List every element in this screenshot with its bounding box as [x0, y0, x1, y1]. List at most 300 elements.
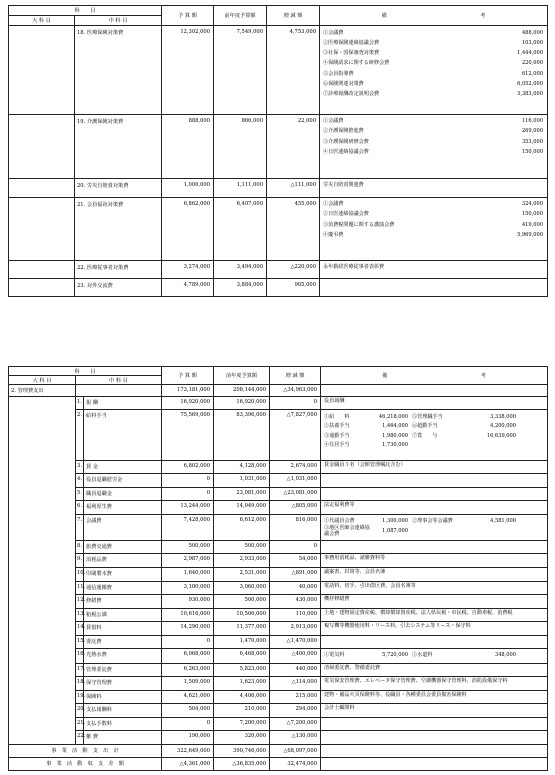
- notes-cell: [321, 595, 548, 609]
- chukamoku-header-2: 中 科 目: [76, 376, 162, 385]
- notes-cell: [320, 26, 548, 115]
- daikamoku-cell: [9, 197, 75, 260]
- note-text: 永年勤続医療従事者表彰費: [323, 264, 385, 271]
- note-value: 324,000: [521, 201, 544, 208]
- chukamoku-cell: 支払報酬料: [84, 704, 162, 718]
- zogen-cell: 54,000: [270, 554, 321, 568]
- empty-cell: [76, 385, 162, 397]
- total-label: 事 業 活 動 収 支 差 額: [9, 757, 162, 770]
- zennendo-cell: 83,396,000: [214, 410, 270, 461]
- zogen-cell: △400,000: [270, 649, 321, 664]
- note-text: ⑥保険関連対策費: [323, 81, 364, 88]
- notes-cell: [321, 385, 548, 397]
- notes-cell: [321, 487, 548, 501]
- note-part: 1,087,000: [382, 528, 409, 535]
- notes-cell: [321, 396, 548, 410]
- zogen-cell: 2,674,000: [270, 460, 321, 474]
- zogen-cell: 32,474,000: [270, 757, 321, 770]
- table-row: [9, 635, 548, 649]
- item-no: 17.: [76, 663, 84, 677]
- note-text: 建物・備品火災保険料等、役職員・各種委員会委員傷害保険料: [324, 691, 467, 698]
- zennendo-cell: 2,531,000: [214, 567, 270, 581]
- zogen-header: 増 減 額: [267, 6, 320, 26]
- zennendo-cell: △36,835,000: [214, 757, 270, 770]
- daikamoku-header: 大 科 目: [9, 16, 75, 26]
- yosan-cell: 6,862,000: [162, 197, 214, 260]
- note-line: [323, 230, 543, 240]
- chukamoku-header: 中 科 目: [75, 16, 162, 26]
- note-part: 1,464,000: [382, 423, 409, 430]
- chukamoku-cell: 23. 対外交流費: [75, 279, 162, 297]
- zennendo-cell: 1,111,000: [214, 178, 267, 197]
- daikamoku-cell: [9, 178, 75, 197]
- note-value: 103,000: [521, 39, 544, 46]
- chukamoku-cell: 支払手数料: [84, 717, 162, 731]
- item-no: 2.: [76, 410, 84, 461]
- item-no: 5.: [76, 487, 84, 501]
- zennendo-cell: 10,506,000: [214, 608, 270, 622]
- chukamoku-cell: 通信運搬費: [84, 581, 162, 595]
- item-no: 16.: [76, 649, 84, 664]
- table-row: [9, 567, 548, 581]
- notes-cell: [321, 622, 548, 636]
- note-line: [323, 200, 543, 210]
- zennendo-cell: 390,746,000: [214, 744, 270, 757]
- note-part: 3,338,000: [490, 413, 517, 420]
- table-row: [9, 554, 548, 568]
- note-value: 116,000: [521, 118, 544, 125]
- table-row: [9, 197, 548, 260]
- zennendo-cell: 4,406,000: [214, 690, 270, 704]
- zennendo-cell: 3,494,000: [214, 260, 267, 279]
- table-row: [9, 279, 548, 297]
- table-row: [9, 608, 548, 622]
- chukamoku-cell: 22. 医療従事者対策費: [75, 260, 162, 279]
- zogen-cell: 905,000: [267, 279, 320, 297]
- note-part: 1,730,000: [382, 442, 409, 449]
- item-no: 9.: [76, 554, 84, 568]
- item-no: 7.: [76, 514, 84, 540]
- note-text: ③社保・国保審査対策費: [323, 50, 380, 57]
- note-text: 電気保安管理費、エレベータ保守管理費、空調機器保守管理料、消防設備保守料: [324, 678, 508, 685]
- note-text: 事務用消耗品、諸雑資料等: [324, 555, 386, 562]
- note-text: 清掃委託費、警備委託費: [324, 664, 381, 671]
- notes-cell: [321, 460, 548, 474]
- yosan-cell: 173,181,000: [162, 385, 214, 397]
- yosan-cell: 930,000: [162, 595, 214, 609]
- zennendo-header-2: 前年度予算額: [214, 367, 270, 385]
- item-no: 4.: [76, 474, 84, 488]
- note-part: ④住居手当: [324, 442, 350, 449]
- table-row: [9, 487, 548, 501]
- yosan-cell: △4,361,000: [162, 757, 214, 770]
- note-line: [323, 220, 543, 230]
- note-line: [323, 137, 543, 147]
- chukamoku-cell: 修繕費: [84, 595, 162, 609]
- table-row: [9, 690, 548, 704]
- total-row: [9, 744, 548, 757]
- note-part: 1,300,000: [382, 518, 409, 525]
- notes-cell: [321, 690, 548, 704]
- zogen-cell: △1,470,000: [270, 635, 321, 649]
- note-value: 488,000: [521, 29, 544, 36]
- notes-cell: [321, 567, 548, 581]
- zogen-cell: 22,000: [267, 114, 320, 178]
- table-row: [9, 704, 548, 718]
- yosan-header-2: 予 算 額: [162, 367, 214, 385]
- zogen-cell: 215,000: [270, 690, 321, 704]
- table-row: [9, 460, 548, 474]
- notes-cell: [321, 649, 548, 664]
- zennendo-cell: 3,060,000: [214, 581, 270, 595]
- daikamoku-header-2: 大 科 目: [9, 376, 76, 385]
- zennendo-cell: 16,920,000: [214, 396, 270, 410]
- item-no: 10.: [76, 567, 84, 581]
- zogen-cell: △114,000: [270, 677, 321, 691]
- zogen-cell: △1,031,000: [270, 474, 321, 488]
- note-line: [323, 28, 543, 38]
- note-value: 150,000: [521, 148, 544, 155]
- note-part: 16,639,000: [486, 432, 517, 439]
- note-part: 1,980,000: [382, 432, 409, 439]
- notes-cell: [320, 279, 548, 297]
- table-row: [9, 501, 548, 515]
- chukamoku-cell: 報 酬: [84, 396, 162, 410]
- zennendo-cell: 2,933,000: [214, 554, 270, 568]
- note-part: 4,581,000: [490, 518, 517, 525]
- yosan-cell: 3,274,000: [162, 260, 214, 279]
- daikamoku-cell: [9, 279, 75, 297]
- biko-header: [320, 6, 548, 26]
- note-line: [323, 147, 543, 157]
- note-line: [323, 127, 543, 137]
- chukamoku-cell: 印刷製本費: [84, 567, 162, 581]
- note-line: [323, 49, 543, 59]
- zogen-cell: △23,081,000: [270, 487, 321, 501]
- chukamoku-cell: 賃 金: [84, 460, 162, 474]
- zogen-cell: 430,000: [270, 595, 321, 609]
- chukamoku-cell: 20. 労災自賠責対策費: [75, 178, 162, 197]
- note-line: [323, 181, 543, 191]
- table-row: [9, 260, 548, 279]
- yosan-cell: 6,263,000: [162, 663, 214, 677]
- zogen-cell: △7,827,000: [270, 410, 321, 461]
- note-text: ④慶弔費: [323, 232, 344, 239]
- notes-cell: [321, 501, 548, 515]
- zogen-cell: 455,000: [267, 197, 320, 260]
- zennendo-cell: 6,612,000: [214, 514, 270, 540]
- note-value: 3,383,000: [517, 91, 544, 98]
- daikamoku-cell: [9, 396, 76, 744]
- chukamoku-cell: 保守管理費: [84, 677, 162, 691]
- notes-cell: [321, 608, 548, 622]
- note-part: ②扶養手当: [324, 423, 350, 430]
- note-text: ①会議費: [323, 201, 344, 208]
- zennendo-cell: 1,031,000: [214, 474, 270, 488]
- biko-header-2: [321, 367, 548, 385]
- note-text: ⑤会員指導費: [323, 70, 354, 77]
- table-row: [9, 26, 548, 115]
- note-part: 4,200,000: [490, 423, 517, 430]
- yosan-cell: 10,616,000: [162, 608, 214, 622]
- item-no: 1.: [76, 396, 84, 410]
- section-name: 2. 管理費支出: [9, 385, 76, 397]
- notes-cell: [320, 260, 548, 279]
- chukamoku-cell: 職員退職金: [84, 487, 162, 501]
- note-text: ①会議費: [323, 118, 344, 125]
- chukamoku-cell: 光熱水費: [84, 649, 162, 664]
- yosan-cell: 7,428,000: [162, 514, 214, 540]
- note-value: 419,000: [521, 221, 544, 228]
- item-no: 19.: [76, 690, 84, 704]
- daikamoku-cell: [9, 114, 75, 178]
- zennendo-cell: 6,407,000: [214, 197, 267, 260]
- notes-cell: [321, 410, 548, 461]
- yosan-cell: 16,920,000: [162, 396, 214, 410]
- budget-table-management: [8, 366, 548, 771]
- notes-cell: [321, 540, 548, 554]
- yosan-cell: 500,000: [162, 540, 214, 554]
- item-no: 6.: [76, 501, 84, 515]
- note-part: ①代議員会費: [324, 518, 355, 525]
- chukamoku-cell: 19. 介護保険対策費: [75, 114, 162, 178]
- yosan-cell: 190,000: [162, 731, 214, 745]
- table-row: [9, 677, 548, 691]
- item-no: 13.: [76, 608, 84, 622]
- yosan-cell: 12,302,000: [162, 26, 214, 115]
- zogen-cell: 4,753,000: [267, 26, 320, 115]
- note-text: 賃金職員３名（会館管理嘱託含む）: [324, 461, 406, 468]
- biko-header-2-1: 備: [382, 373, 388, 379]
- chukamoku-cell: 21. 会員福祉対策費: [75, 197, 162, 260]
- note-text: ①会議費: [323, 29, 344, 36]
- table-row: [9, 514, 548, 540]
- biko-header-2: 考: [480, 13, 486, 19]
- note-value: 5,969,000: [517, 232, 544, 239]
- note-part: ②理事会等会議費: [412, 518, 453, 525]
- note-line: [324, 422, 544, 432]
- zennendo-cell: 320,000: [214, 731, 270, 745]
- zennendo-cell: 23,081,000: [214, 487, 270, 501]
- chukamoku-cell: 役員退職慰労金: [84, 474, 162, 488]
- zogen-header-2: 増 減 額: [270, 367, 321, 385]
- note-part: ①電気料: [324, 652, 345, 659]
- notes-cell: [321, 581, 548, 595]
- note-value: 150,000: [521, 211, 544, 218]
- note-line: [324, 526, 544, 536]
- chukamoku-cell: 給料手当: [84, 410, 162, 461]
- yosan-cell: 504,000: [162, 704, 214, 718]
- note-value: 612,000: [521, 70, 544, 77]
- kamoku-header: 科 目: [9, 6, 162, 16]
- note-line: [323, 117, 543, 127]
- note-value: 1,444,000: [517, 50, 544, 57]
- chukamoku-cell: 会議費: [84, 514, 162, 540]
- yosan-cell: 322,649,000: [162, 744, 214, 757]
- kamoku-header-2: 科 目: [9, 367, 162, 376]
- chukamoku-cell: 賃借料: [84, 622, 162, 636]
- chukamoku-cell: 福利厚生費: [84, 501, 162, 515]
- zennendo-cell: 11,377,000: [214, 622, 270, 636]
- notes-cell: [321, 744, 548, 757]
- yosan-cell: 888,000: [162, 114, 214, 178]
- zogen-cell: 440,000: [270, 663, 321, 677]
- table-row: [9, 731, 548, 745]
- chukamoku-cell: 消耗品費: [84, 554, 162, 568]
- item-no: 21.: [76, 717, 84, 731]
- note-value: 220,000: [521, 60, 544, 67]
- yosan-cell: 14,290,000: [162, 622, 214, 636]
- item-no: 8.: [76, 540, 84, 554]
- zogen-cell: 40,000: [270, 581, 321, 595]
- note-part: ⑦賞 与: [412, 432, 438, 439]
- zogen-cell: △891,000: [270, 567, 321, 581]
- chukamoku-cell: 旅費交通費: [84, 540, 162, 554]
- notes-cell: [321, 474, 548, 488]
- zennendo-cell: 4,128,000: [214, 460, 270, 474]
- note-line: [324, 651, 544, 661]
- item-no: 15.: [76, 635, 84, 649]
- zennendo-cell: 1,623,000: [214, 677, 270, 691]
- zennendo-cell: 7,549,000: [214, 26, 267, 115]
- yosan-cell: 2,987,000: [162, 554, 214, 568]
- note-line: [323, 79, 543, 89]
- note-text: ④日医連絡協議会費: [323, 148, 369, 155]
- note-part: 5,720,000: [382, 652, 409, 659]
- zennendo-cell: 14,049,000: [214, 501, 270, 515]
- item-no: 3.: [76, 460, 84, 474]
- item-no: 20.: [76, 704, 84, 718]
- zogen-cell: 816,000: [270, 514, 321, 540]
- biko-header-2-2: 考: [480, 373, 486, 379]
- note-value: 353,000: [521, 138, 544, 145]
- note-text: 土地・建物固定資産税、償却償却資産税、法人県民税・市民税、自動車税、消費税: [324, 609, 513, 616]
- zennendo-header: 前年度予算額: [214, 6, 267, 26]
- note-line: [323, 59, 543, 69]
- note-part: ②水道料: [412, 652, 433, 659]
- notes-cell: [321, 635, 548, 649]
- zogen-cell: 0: [270, 396, 321, 410]
- zennendo-cell: 3,884,000: [214, 279, 267, 297]
- yosan-cell: 0: [162, 717, 214, 731]
- notes-cell: [321, 514, 548, 540]
- notes-cell: [321, 717, 548, 731]
- note-text: ②医療保険連絡協議会費: [323, 39, 380, 46]
- notes-cell: [321, 663, 548, 677]
- zogen-cell: △111,000: [267, 178, 320, 197]
- yosan-cell: 4,789,000: [162, 279, 214, 297]
- note-text: 複写機等機器使用料・リース料、引去システム等リース・保守料: [324, 623, 471, 630]
- zogen-cell: △805,000: [270, 501, 321, 515]
- zennendo-cell: 210,000: [214, 704, 270, 718]
- biko-header-1: 備: [381, 13, 387, 19]
- note-text: 役員報酬: [324, 397, 345, 404]
- note-part: ③地区医師会連絡協議会費: [324, 525, 370, 537]
- note-text: 電話料、切手、引出借区費、会員名簿等: [324, 582, 416, 589]
- note-line: [323, 90, 543, 100]
- table-row: [9, 622, 548, 636]
- table-row: [9, 114, 548, 178]
- zogen-cell: △130,000: [270, 731, 321, 745]
- zennendo-cell: 500,000: [214, 540, 270, 554]
- yosan-cell: 75,569,000: [162, 410, 214, 461]
- chukamoku-cell: 租税公課: [84, 608, 162, 622]
- zogen-cell: △220,000: [267, 260, 320, 279]
- yosan-cell: 3,100,000: [162, 581, 214, 595]
- zogen-cell: △7,200,000: [270, 717, 321, 731]
- notes-cell: [321, 554, 548, 568]
- table-row: [9, 663, 548, 677]
- total-label: 事 業 活 動 支 出 計: [9, 744, 162, 757]
- table-row: [9, 581, 548, 595]
- note-text: 会計士顧問料: [324, 705, 355, 712]
- note-part: 46,218,000: [378, 413, 409, 420]
- table-row: [9, 474, 548, 488]
- yosan-cell: 1,509,000: [162, 677, 214, 691]
- notes-cell: [320, 114, 548, 178]
- section-row: [9, 385, 548, 397]
- yosan-cell: 0: [162, 487, 214, 501]
- zennendo-cell: 500,000: [214, 595, 270, 609]
- note-line: [323, 263, 543, 273]
- zogen-cell: 0: [270, 540, 321, 554]
- yosan-cell: 1,640,000: [162, 567, 214, 581]
- table-row: [9, 396, 548, 410]
- note-value: 6,052,000: [517, 81, 544, 88]
- note-line: [324, 441, 544, 451]
- note-text: ②日医連絡協議会費: [323, 211, 369, 218]
- note-text: ②介護保険推進費: [323, 128, 364, 135]
- daikamoku-cell: [9, 260, 75, 279]
- yosan-cell: 1,000,000: [162, 178, 214, 197]
- zennendo-cell: 5,823,000: [214, 663, 270, 677]
- note-text: ③消費税問題に関する講演会費: [323, 221, 395, 228]
- note-line: [324, 412, 544, 422]
- budget-table-top: [8, 5, 548, 297]
- zennendo-cell: 1,470,000: [214, 635, 270, 649]
- note-line: [323, 69, 543, 79]
- table-row: [9, 178, 548, 197]
- yosan-cell: 4,621,000: [162, 690, 214, 704]
- note-part: ①給 料: [324, 413, 350, 420]
- table-row: [9, 410, 548, 461]
- zennendo-cell: 7,200,000: [214, 717, 270, 731]
- note-text: 議案書、封筒等、会員名簿: [324, 568, 386, 575]
- table-row: [9, 595, 548, 609]
- zogen-cell: 110,000: [270, 608, 321, 622]
- zogen-cell: △68,097,000: [270, 744, 321, 757]
- notes-cell: [321, 677, 548, 691]
- zogen-cell: 2,913,000: [270, 622, 321, 636]
- note-line: [324, 431, 544, 441]
- note-text: 労災自賠責関連費: [323, 182, 364, 189]
- item-no: 22.: [76, 731, 84, 745]
- note-part: 348,000: [494, 652, 517, 659]
- note-text: ③介護保険研修会費: [323, 138, 369, 145]
- item-no: 11.: [76, 581, 84, 595]
- note-text: ④保険請求に関する研修会費: [323, 60, 390, 67]
- chukamoku-cell: 18. 医療保険対策費: [75, 26, 162, 115]
- note-line: [323, 38, 543, 48]
- note-part: ⑤管理職手当: [412, 413, 443, 420]
- table-row: [9, 649, 548, 664]
- yosan-cell: 0: [162, 474, 214, 488]
- note-text: 機材修繕費: [324, 596, 350, 603]
- daikamoku-cell: [9, 26, 75, 115]
- note-part: ⑥超勤手当: [412, 423, 438, 430]
- notes-cell: [320, 178, 548, 197]
- notes-cell: [320, 197, 548, 260]
